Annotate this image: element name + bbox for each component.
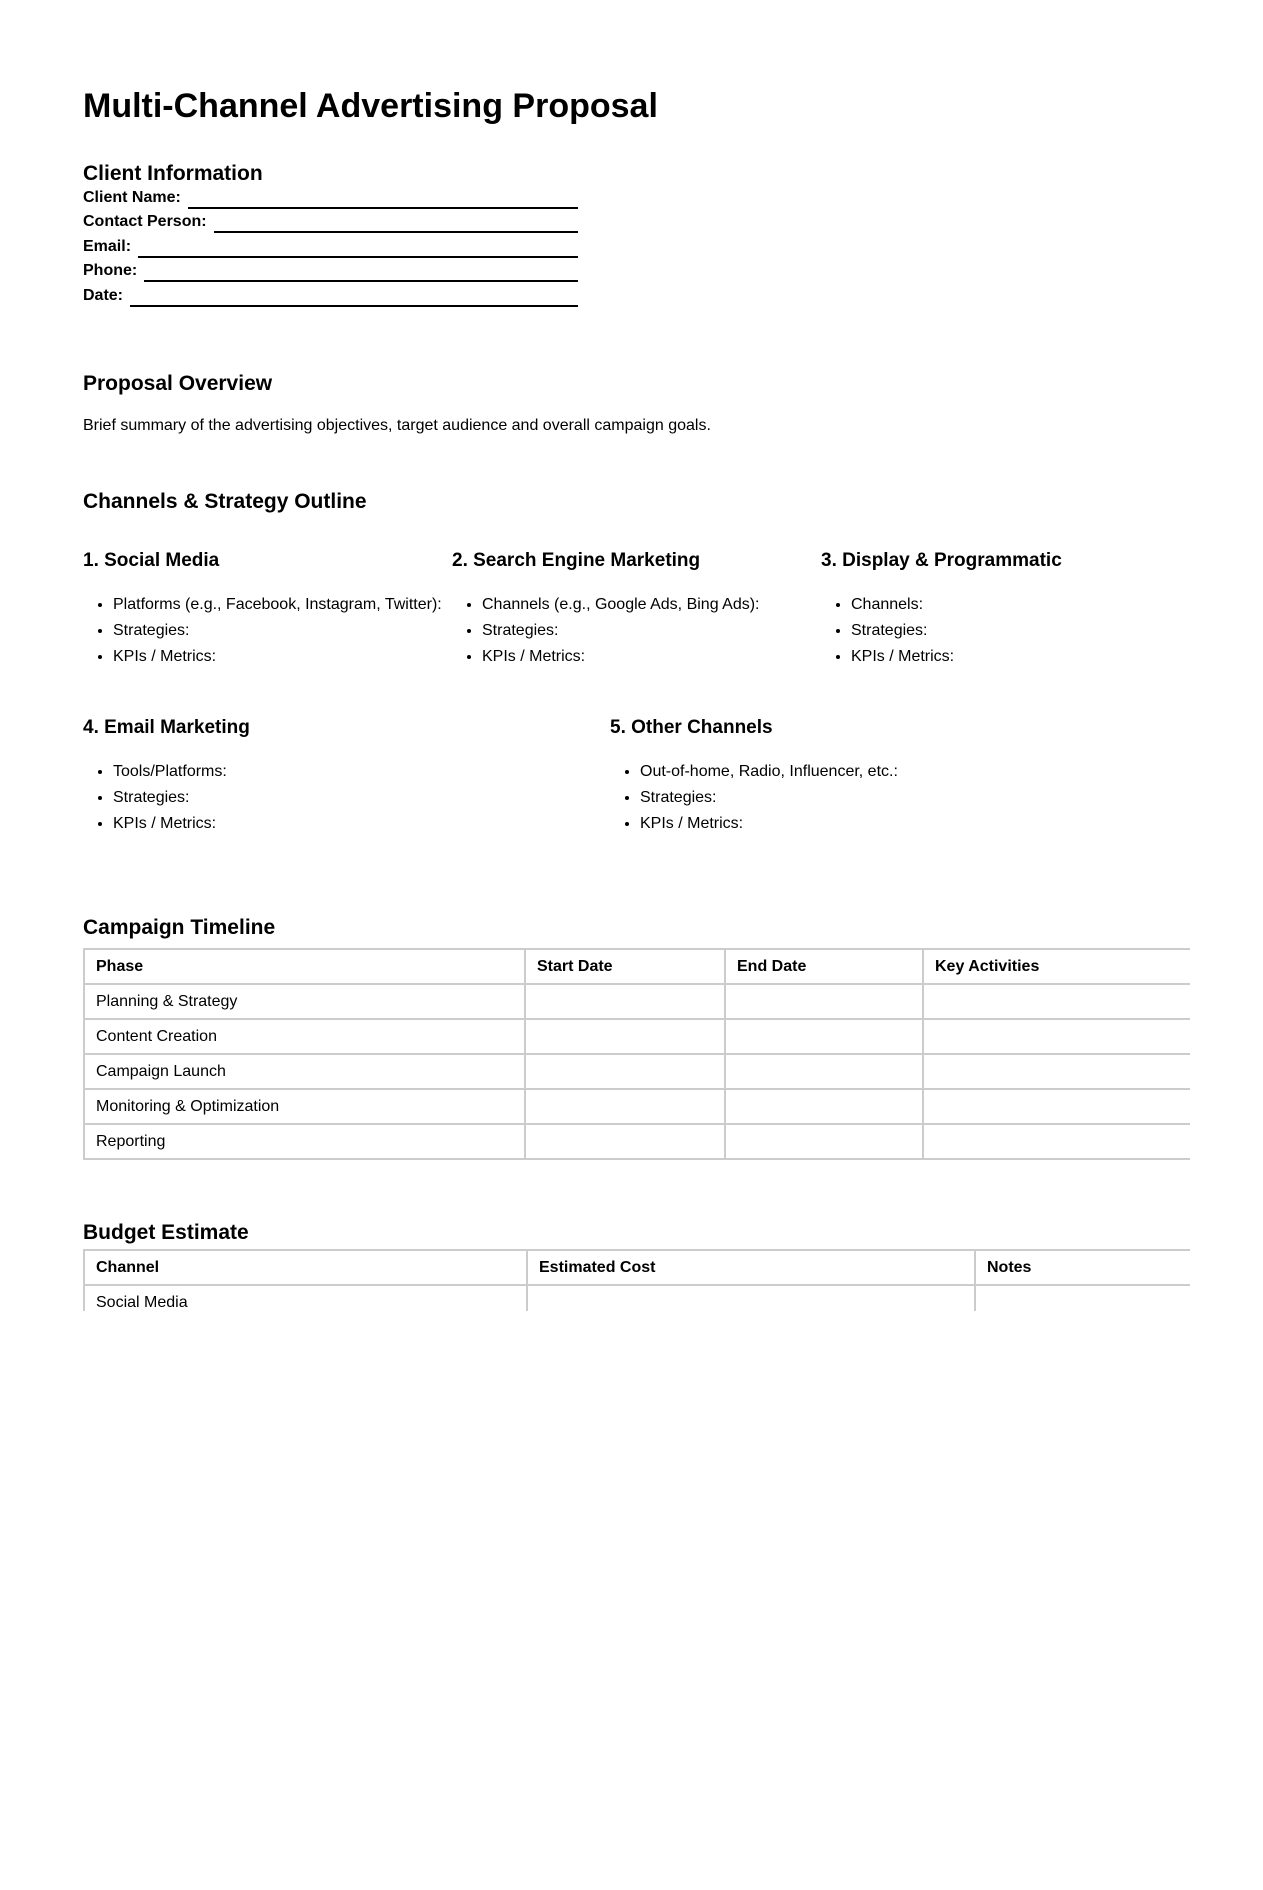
- field-label: Contact Person:: [83, 213, 207, 231]
- campaign-timeline-heading: Campaign Timeline: [83, 916, 276, 940]
- channel-bullet: • Strategies:: [113, 785, 610, 811]
- table-row: [84, 1019, 1190, 1054]
- proposal-overview-heading: Proposal Overview: [83, 372, 273, 396]
- end-date-cell: [725, 984, 923, 1019]
- end-date-cell: [725, 1054, 923, 1089]
- channel-bullet: • Tools/Platforms:: [113, 759, 610, 785]
- start-date-cell: [525, 1019, 725, 1054]
- channel-bullet-list: [610, 759, 1190, 837]
- channel-title: 5. Other Channels: [610, 717, 773, 738]
- field-label: Email:: [83, 237, 132, 255]
- key-activities-cell: [923, 984, 1190, 1019]
- channel-bullet: • KPIs / Metrics:: [851, 644, 1190, 670]
- campaign-timeline-table: [83, 948, 1190, 1160]
- budget-estimate-table: [83, 1249, 1190, 1311]
- channel-bullet-list: [821, 592, 1190, 670]
- channel-bullet: • Strategies:: [113, 618, 452, 644]
- table-header-cell: Key Activities: [923, 949, 1190, 984]
- field-row-phone: [83, 258, 578, 283]
- start-date-cell: [525, 1124, 725, 1159]
- field-label: Date:: [83, 286, 124, 304]
- key-activities-cell: [923, 1019, 1190, 1054]
- channel-bullet: • Platforms (e.g., Facebook, Instagram, Twitter):: [113, 592, 452, 618]
- table-header-cell: Channel: [84, 1250, 527, 1285]
- channel-bullet: • Channels (e.g., Google Ads, Bing Ads):: [482, 592, 821, 618]
- end-date-cell: [725, 1019, 923, 1054]
- fill-in-line: [214, 212, 578, 233]
- channel-bullet: • KPIs / Metrics:: [113, 811, 610, 837]
- channel-card-email-marketing: [83, 717, 610, 837]
- end-date-cell: [725, 1124, 923, 1159]
- fill-in-line: [188, 188, 578, 209]
- channel-card-other-channels: [610, 717, 1190, 837]
- table-row: [84, 984, 1190, 1019]
- table-header-cell: Estimated Cost: [527, 1250, 975, 1285]
- proposal-overview-text: Brief summary of the advertising objectives, target audience and overall campaign goals.: [83, 417, 711, 434]
- table-row: [84, 1054, 1190, 1089]
- table-header-cell: Phase: [84, 949, 525, 984]
- channel-bullet: • Strategies:: [482, 618, 821, 644]
- channel-card-display-programmatic: [821, 550, 1190, 670]
- budget-estimate-heading: Budget Estimate: [83, 1221, 249, 1245]
- table-header-row: [84, 1250, 1190, 1285]
- phase-cell: Campaign Launch: [84, 1054, 525, 1089]
- key-activities-cell: [923, 1054, 1190, 1089]
- start-date-cell: [525, 1089, 725, 1124]
- field-row-contact-person: [83, 209, 578, 234]
- channel-bullet: • Channels:: [851, 592, 1190, 618]
- client-information-heading: Client Information: [83, 162, 263, 186]
- table-row: [84, 1089, 1190, 1124]
- fill-in-line: [144, 261, 578, 282]
- start-date-cell: [525, 1054, 725, 1089]
- field-label: Client Name:: [83, 188, 181, 206]
- channel-bullet: • Strategies:: [640, 785, 1190, 811]
- channel-bullet: • KPIs / Metrics:: [113, 644, 452, 670]
- document-content: [83, 0, 1190, 1311]
- field-row-client-name: [83, 184, 578, 209]
- channel-title: 1. Social Media: [83, 550, 220, 571]
- table-header-cell: Start Date: [525, 949, 725, 984]
- phase-cell: Planning & Strategy: [84, 984, 525, 1019]
- end-date-cell: [725, 1089, 923, 1124]
- table-row: [84, 1124, 1190, 1159]
- channels-grid-row-1: [83, 550, 1190, 670]
- start-date-cell: [525, 984, 725, 1019]
- table-header-cell: End Date: [725, 949, 923, 984]
- field-row-date: [83, 282, 578, 307]
- fill-in-line: [138, 237, 578, 258]
- channel-bullet-list: [83, 592, 452, 670]
- channels-grid-row-2: [83, 717, 1190, 837]
- table-row: [84, 1285, 1190, 1311]
- channel-bullet: • KPIs / Metrics:: [482, 644, 821, 670]
- channel-bullet-list: [83, 759, 610, 837]
- field-label: Phone:: [83, 262, 138, 280]
- channel-cell: Social Media: [84, 1285, 527, 1311]
- estimated-cost-cell: [527, 1285, 975, 1311]
- channel-bullet: • KPIs / Metrics:: [640, 811, 1190, 837]
- channel-title: 4. Email Marketing: [83, 717, 250, 738]
- channels-strategy-heading: Channels & Strategy Outline: [83, 490, 367, 514]
- table-header-row: [84, 949, 1190, 984]
- notes-cell: [975, 1285, 1190, 1311]
- channel-bullet-list: [452, 592, 821, 670]
- document-title: Multi-Channel Advertising Proposal: [83, 86, 658, 125]
- fill-in-line: [130, 286, 578, 307]
- key-activities-cell: [923, 1089, 1190, 1124]
- channel-card-search-engine-marketing: [452, 550, 821, 670]
- phase-cell: Reporting: [84, 1124, 525, 1159]
- channel-bullet: • Strategies:: [851, 618, 1190, 644]
- phase-cell: Monitoring & Optimization: [84, 1089, 525, 1124]
- channel-title: 3. Display & Programmatic: [821, 550, 1062, 571]
- key-activities-cell: [923, 1124, 1190, 1159]
- table-header-cell: Notes: [975, 1250, 1190, 1285]
- channel-bullet: • Out-of-home, Radio, Influencer, etc.:: [640, 759, 1190, 785]
- phase-cell: Content Creation: [84, 1019, 525, 1054]
- channel-title: 2. Search Engine Marketing: [452, 550, 701, 571]
- field-row-email: [83, 233, 578, 258]
- client-information-fields: [83, 184, 578, 307]
- channel-card-social-media: [83, 550, 452, 670]
